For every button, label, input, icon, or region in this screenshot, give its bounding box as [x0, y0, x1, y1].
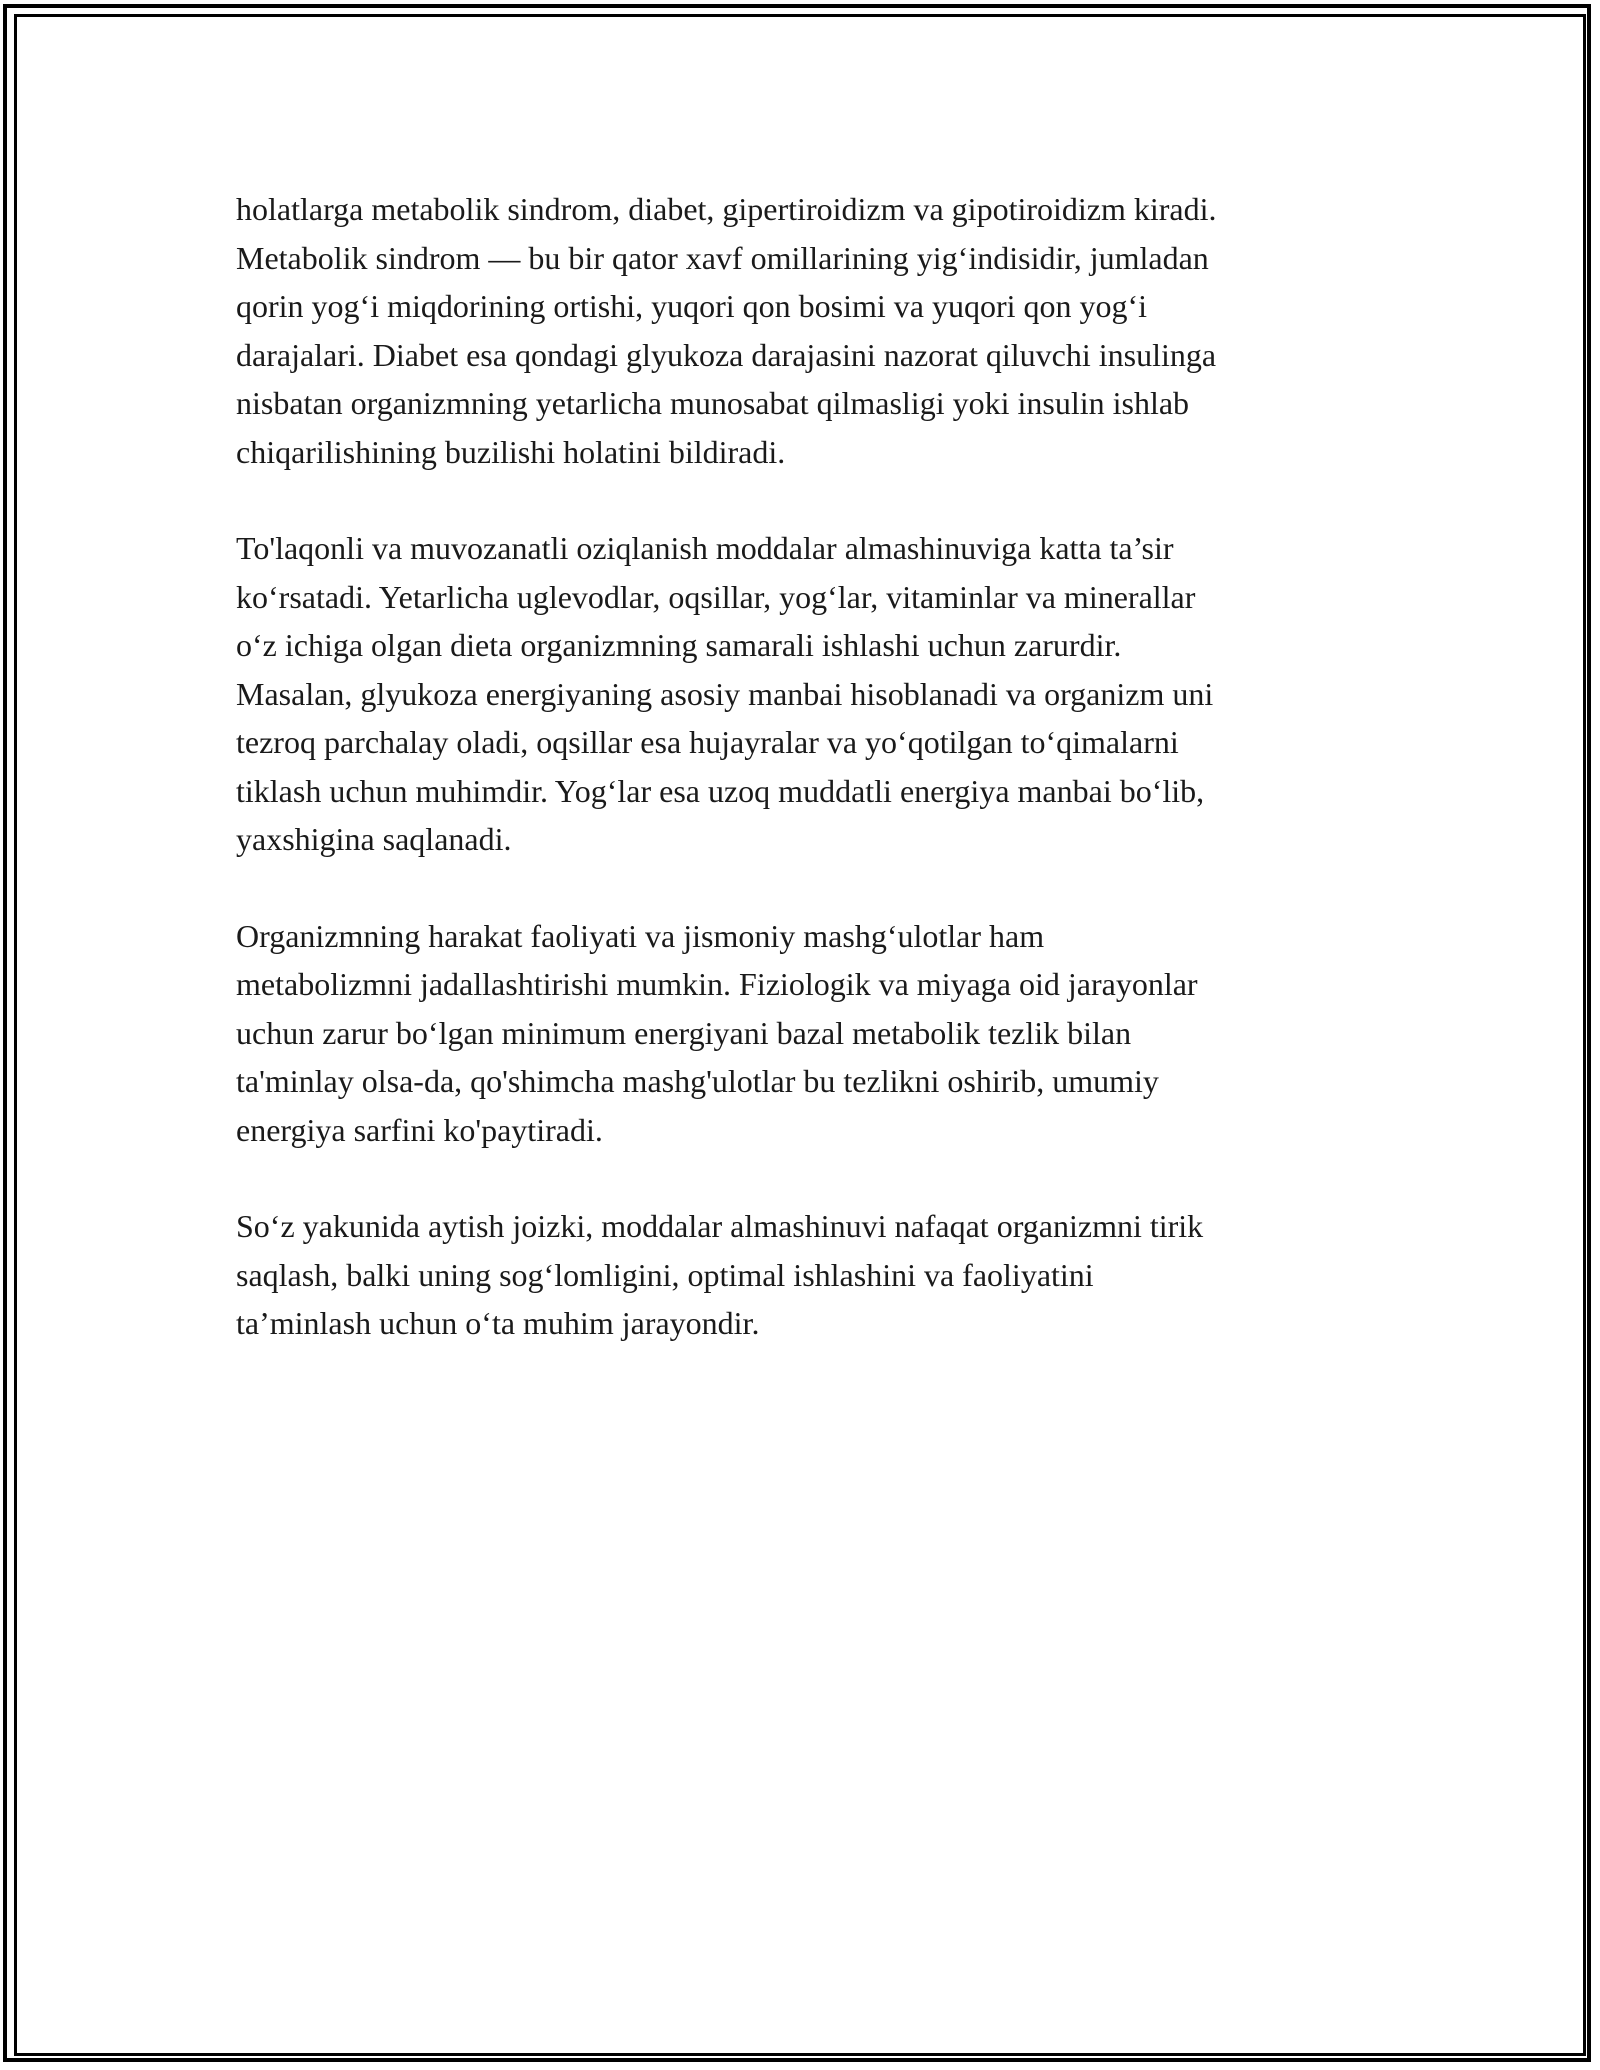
paragraph-conclusion: So‘z yakunida aytish joizki, moddalar almashinuvi nafaqat organizmni tirik saqlash, balki uning sog‘lomligini, optimal ishlashini va faoliyatini ta’minlash uchun o‘ta muhim jarayondir.	[236, 1208, 1204, 1341]
paragraph-nutrition: To'laqonli va muvozanatli oziqlanish moddalar almashinuviga katta ta’sir ko‘rsatadi. Yetarlicha uglevodlar, oqsillar, yog‘lar, vitaminlar va minerallar o‘z ichiga olgan dieta organizmning samarali ishlashi uchun zarurdir. Masalan, glyukoza energiyaning asosiy manbai hisoblanadi va organizm uni tezroq parchalay oladi, oqsillar esa hujayralar va yo‘qotilgan to‘qimalarni tiklash uchun muhimdir. Yog‘lar esa uzoq muddatli energiya manbai bo‘lib, yaxshigina saqlanadi.	[236, 530, 1214, 857]
document-body	[236, 185, 1376, 1396]
paragraph-metabolic-conditions: holatlarga metabolik sindrom, diabet, gipertiroidizm va gipotiroidizm kiradi. Metabolik sindrom — bu bir qator xavf omillarining yig‘indisidir, jumladan qorin yog‘i miqdorining ortishi, yuqori qon bosimi va yuqori qon yog‘i darajalari. Diabet esa qondagi glyukoza darajasini nazorat qiluvchi insulinga nisbatan organizmning yetarlicha munosabat qilmasligi yoki insulin ishlab chiqarilishining buzilishi holatini bildiradi.	[236, 191, 1217, 470]
paragraph-physical-activity: Organizmning harakat faoliyati va jismoniy mashg‘ulotlar ham metabolizmni jadallashtirishi mumkin. Fiziologik va miyaga oid jarayonlar uchun zarur bo‘lgan minimum energiyani bazal metabolik tezlik bilan ta'minlay olsa-da, qo'shimcha mashg'ulotlar bu tezlikni oshirib, umumiy energiya sarfini ko'paytiradi.	[236, 917, 1198, 1148]
